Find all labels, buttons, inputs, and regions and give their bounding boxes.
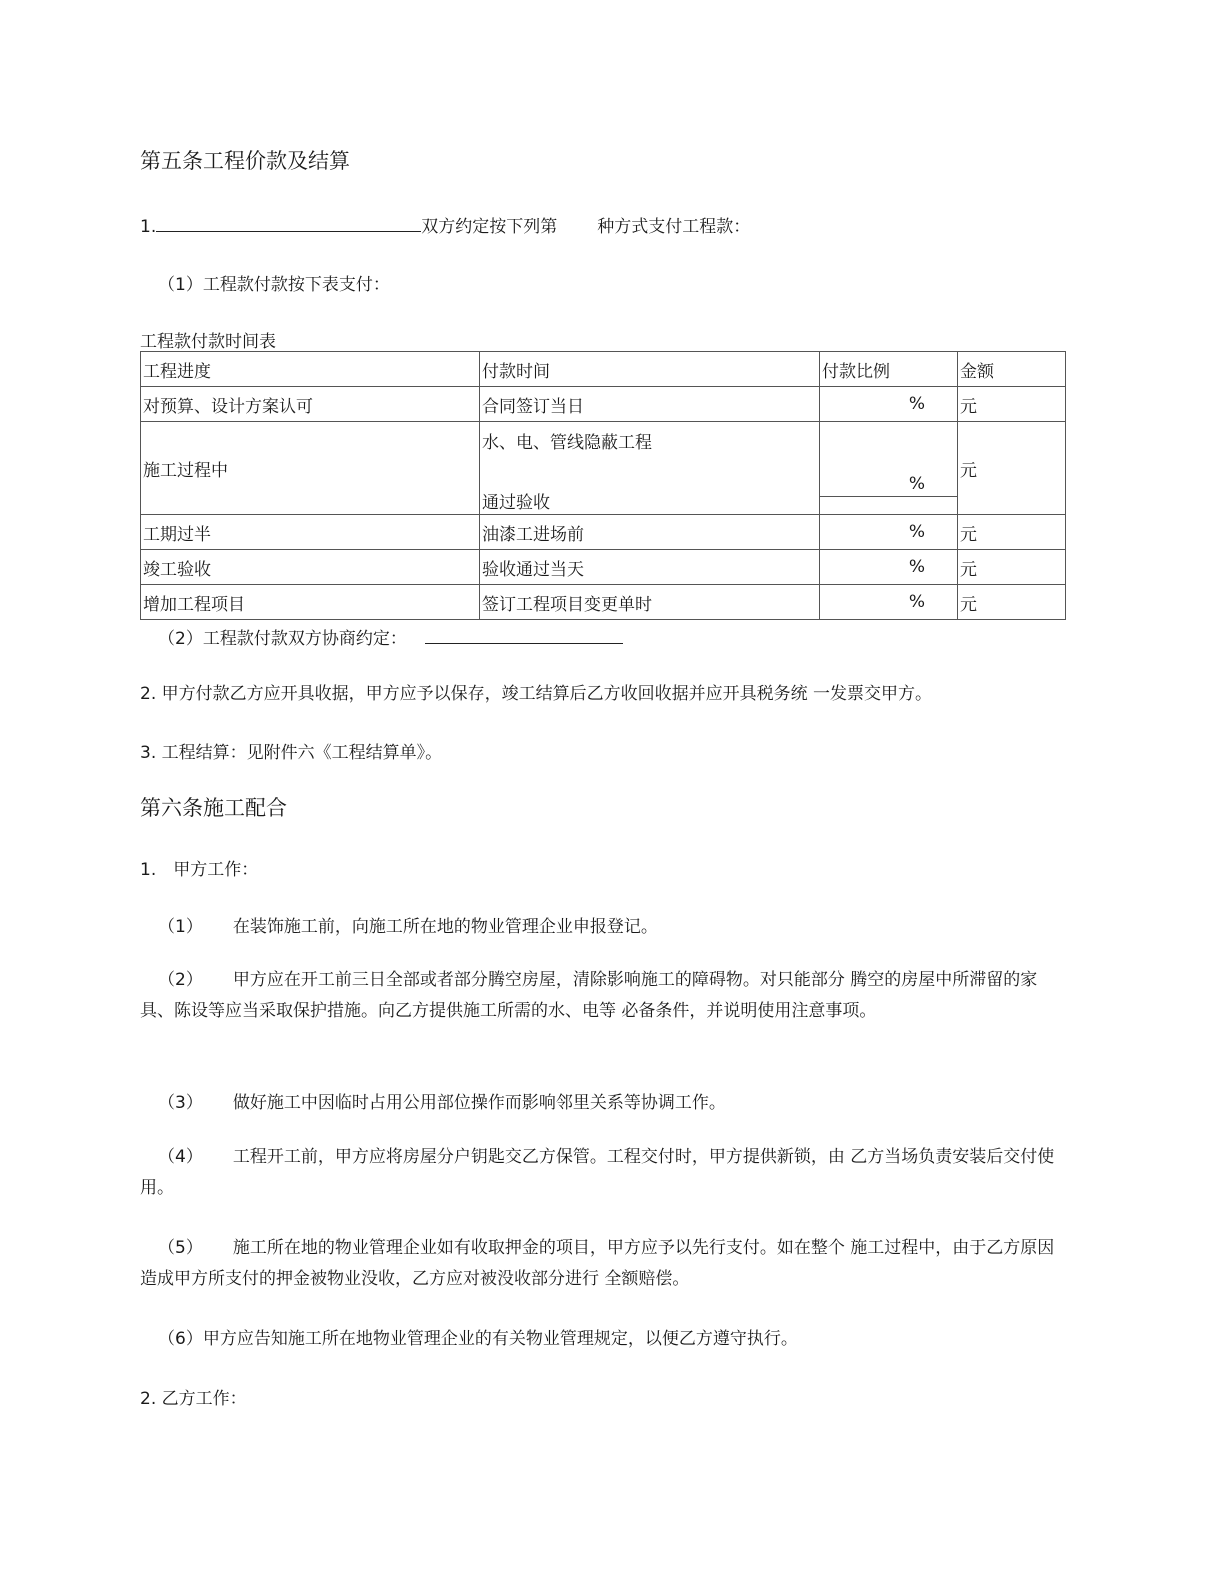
table-row bbox=[141, 515, 1066, 550]
cell-amount: 元 bbox=[958, 387, 1066, 422]
cell-stage: 工期过半 bbox=[141, 515, 480, 550]
cell-amount: 元 bbox=[958, 422, 1066, 515]
article6-item2: 2. 乙方工作： bbox=[140, 1389, 247, 1409]
p4-number: （4） bbox=[158, 1147, 203, 1167]
cell-time-line1: 水、电、管线隐蔽工程 bbox=[482, 433, 652, 453]
cell-amount: 元 bbox=[958, 515, 1066, 550]
table-caption: 工程款付款时间表 bbox=[140, 332, 276, 352]
header-time: 付款时间 bbox=[480, 352, 820, 387]
table-row bbox=[141, 387, 1066, 422]
cell-time: 签订工程项目变更单时 bbox=[480, 585, 820, 620]
table-header-row bbox=[141, 352, 1066, 387]
item1-suffix-text: 种方式支付工程款： bbox=[597, 217, 751, 237]
article6-p2 bbox=[140, 965, 1065, 1027]
p4-text: 工程开工前，甲方应将房屋分户钥匙交乙方保管。工程交付时，甲方提供新锁，由 乙方当场负责安装后交付使用。 bbox=[140, 1147, 1055, 1198]
p3-text: 做好施工中因临时占用公用部位操作而影响邻里关系等协调工作。 bbox=[232, 1093, 726, 1113]
p5-number: （5） bbox=[158, 1238, 203, 1258]
table-row bbox=[141, 422, 1066, 515]
cell-time: 合同签订当日 bbox=[480, 387, 820, 422]
p1-text: 在装饰施工前，向施工所在地的物业管理企业申报登记。 bbox=[232, 917, 658, 937]
article6-p3 bbox=[158, 1088, 726, 1113]
cell-ratio: % bbox=[820, 550, 958, 585]
article5-item3: 3. 工程结算：见附件六《工程结算单》。 bbox=[140, 743, 443, 763]
table-row bbox=[141, 585, 1066, 620]
cell-time: 油漆工进场前 bbox=[480, 515, 820, 550]
article6-item1: 1. 甲方工作： bbox=[140, 860, 259, 880]
header-amount: 金额 bbox=[958, 352, 1066, 387]
cell-amount: 元 bbox=[958, 585, 1066, 620]
article5-sub1: （1）工程款付款按下表支付： bbox=[158, 275, 390, 295]
item1-number: 1. bbox=[140, 217, 157, 237]
article6-p5 bbox=[140, 1233, 1065, 1295]
p3-number: （3） bbox=[158, 1093, 203, 1113]
header-ratio: 付款比例 bbox=[820, 352, 958, 387]
cell-stage: 对预算、设计方案认可 bbox=[141, 387, 480, 422]
cell-stage: 增加工程项目 bbox=[141, 585, 480, 620]
item1-mid-text: 双方约定按下列第 bbox=[421, 217, 558, 237]
cell-time bbox=[480, 422, 820, 515]
cell-ratio-value: % bbox=[820, 439, 957, 497]
cell-stage: 竣工验收 bbox=[141, 550, 480, 585]
article6-p4 bbox=[140, 1142, 1065, 1204]
p2-number: （2） bbox=[158, 970, 203, 990]
p2-text: 甲方应在开工前三日全部或者部分腾空房屋，清除影响施工的障碍物。对只能部分 腾空的房屋中所滞留的家具、陈设等应当采取保护措施。向乙方提供施工所需的水、电等 必备条件，并说明使用注意事项。 bbox=[140, 970, 1038, 1021]
p1-number: （1） bbox=[158, 917, 203, 937]
p5-text: 施工所在地的物业管理企业如有收取押金的项目，甲方应予以先行支付。如在整个 施工过程中，由于乙方原因造成甲方所支付的押金被物业没收，乙方应对被没收部分进行 全额赔偿。 bbox=[140, 1238, 1055, 1289]
article5-item1 bbox=[140, 212, 750, 237]
cell-ratio: % bbox=[820, 387, 958, 422]
article6-p1 bbox=[158, 912, 658, 937]
article6-p6: （6）甲方应告知施工所在地物业管理企业的有关物业管理规定，以便乙方遵守执行。 bbox=[158, 1329, 798, 1349]
article5-item2: 2. 甲方付款乙方应开具收据，甲方应予以保存，竣工结算后乙方收回收据并应开具税务统 一发票交甲方。 bbox=[140, 684, 933, 704]
cell-time-line2: 通过验收 bbox=[482, 493, 550, 513]
cell-ratio: % bbox=[820, 585, 958, 620]
header-stage: 工程进度 bbox=[141, 352, 480, 387]
cell-time: 验收通过当天 bbox=[480, 550, 820, 585]
sub2-blank bbox=[425, 625, 623, 644]
item1-blank-party bbox=[156, 213, 421, 232]
table-row bbox=[141, 550, 1066, 585]
article5-title: 第五条工程价款及结算 bbox=[140, 149, 350, 173]
article6-title: 第六条施工配合 bbox=[140, 796, 287, 820]
article5-sub2 bbox=[158, 624, 623, 649]
cell-amount: 元 bbox=[958, 550, 1066, 585]
payment-schedule-table bbox=[140, 351, 1066, 620]
cell-ratio bbox=[820, 422, 958, 515]
cell-ratio: % bbox=[820, 515, 958, 550]
cell-stage: 施工过程中 bbox=[141, 422, 480, 515]
sub2-text: （2）工程款付款双方协商约定： bbox=[158, 629, 407, 649]
item1-blank-method bbox=[557, 213, 597, 232]
